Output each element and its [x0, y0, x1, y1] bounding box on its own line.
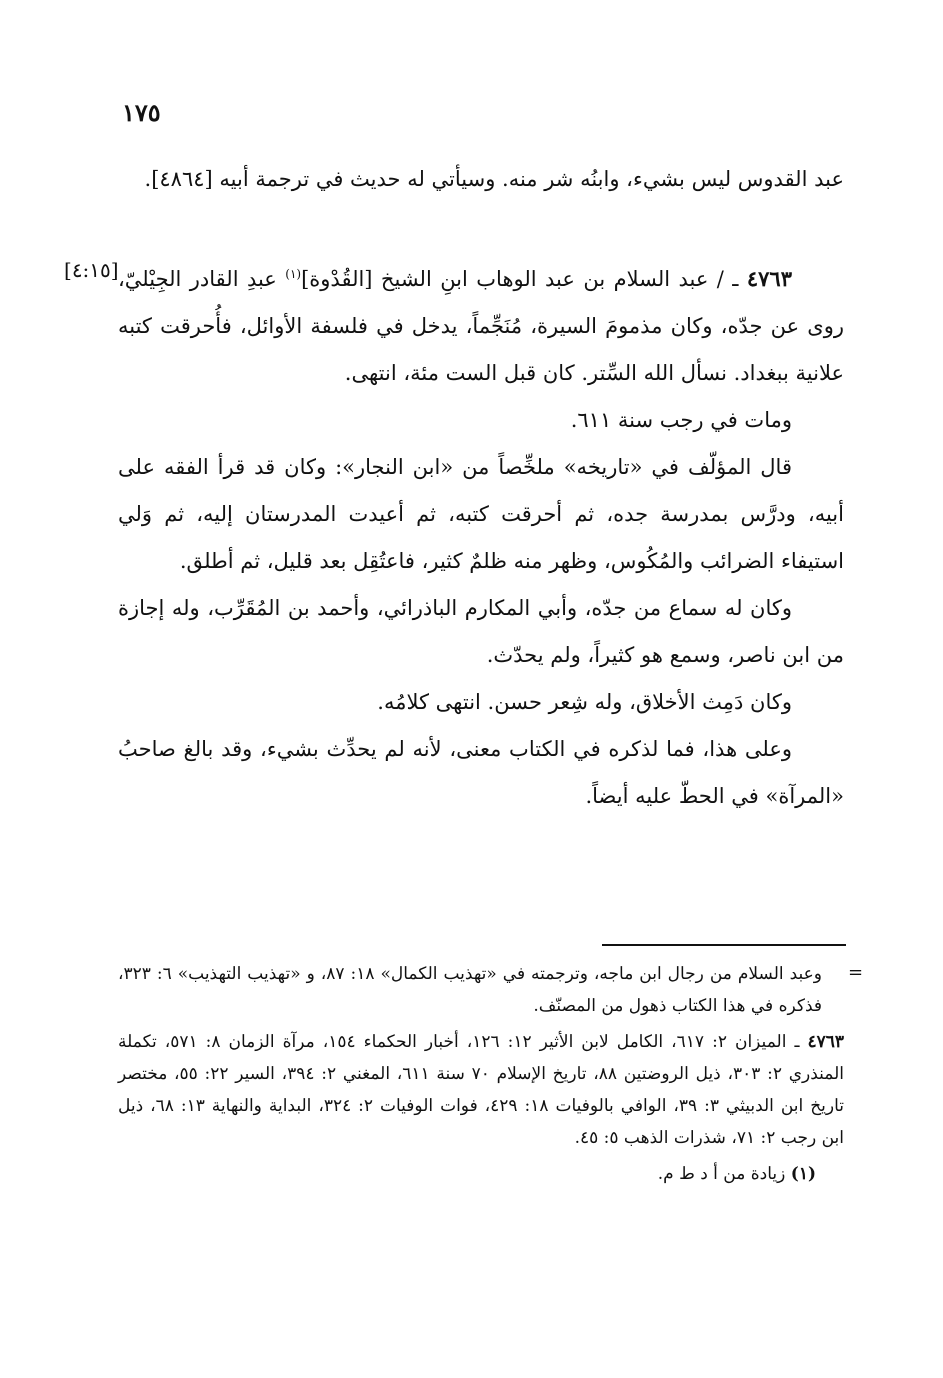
- footnote-entry-sources: [118, 1026, 844, 1154]
- footnote-continued: وعبد السلام من رجال ابن ماجه، وترجمته في «تهذيب الكمال» ١٨: ٨٧، و «تهذيب التهذيب» ٦: ٣٢٣، فذكره في هذا الكتاب ذهول من المصنّف.: [118, 964, 822, 1016]
- page-number: ١٧٥: [122, 98, 161, 127]
- entry-reference: [٤:١٥]: [64, 258, 119, 282]
- entry-paragraph: [118, 251, 844, 397]
- footnote-marker: (١): [285, 267, 302, 281]
- footnotes: [118, 958, 844, 1190]
- footnote-divider: [602, 944, 846, 946]
- entry-rest: عبدِ القادر الجِيْليّ، روى عن جدّه، وكان مذمومَ السيرة، مُنَجِّماً، يدخل في فلسفة الأوائل، فأُحرقت كتبه علانية ببغداد. نسأل الله السِّتر. كان قبل الست مئة، انتهى.: [118, 267, 844, 385]
- paragraph-1-text: عبد القدوس ليس بشيء، وابنُه شر منه. وسيأتي له حديث في ترجمة أبيه [٤٨٦٤].: [144, 167, 844, 191]
- paragraph-conclusion: وعلى هذا، فما لذكره في الكتاب معنى، لأنه لم يحدِّث بشيء، وقد بالغ صاحبُ «المرآة» في الحطّ عليه أيضاً.: [118, 737, 844, 808]
- entry-separator: ـ /: [708, 267, 747, 291]
- entry-4763: [118, 251, 844, 820]
- footnote-1: [118, 1158, 844, 1190]
- paragraph-death: ومات في رجب سنة ٦١١.: [570, 408, 792, 432]
- paragraph-1: [118, 156, 844, 203]
- footnote-entry-number: ٤٧٦٣: [807, 1032, 844, 1052]
- entry-number: ٤٧٦٣: [746, 266, 792, 291]
- entry-name: عبد السلام بن عبد الوهاب ابنِ الشيخ [القُدْوة]: [301, 267, 709, 291]
- footnote-1-number: (١): [790, 1164, 816, 1184]
- paragraph-samaa: وكان له سماع من جدّه، وأبي المكارم الباذرائي، وأحمد بن المُقَرِّب، وله إجازة من ابن ناصر، وسمع هو كثيراً، ولم يحدّث.: [118, 596, 844, 667]
- footnote-entry-text: ـ الميزان ٢: ٦١٧، الكامل لابن الأثير ١٢: ١٢٦، أخبار الحكماء ١٥٤، مرآة الزمان ٨: ٥٧١، تكملة المنذري ٢: ٣٠٣، ذيل الروضتين ٨٨، تاريخ الإسلام ٧٠ سنة ٦١١، المغني ٢: ٣٩٤، السير ٢٢: ٥٥، مختصر تاريخ ابن الدبيثي ٣: ٣٩، الوافي بالوفيات ١٨: ٤٢٩، فوات الوفيات ٢: ٣٢٤، البداية والنهاية ١٣: ٦٨، ذيل ابن رجب ٢: ٧١، شذرات الذهب ٥: ٤٥.: [118, 1032, 845, 1148]
- continuation-mark: =: [848, 962, 864, 983]
- footnote-1-text: زيادة من أ د ط م.: [657, 1164, 791, 1184]
- paragraph-tarikh: قال المؤلّف في «تاريخه» ملخِّصاً من «ابن النجار»: وكان قد قرأ الفقه على أبيه، ودرَّس بمدرسة جده، ثم أحرقت كتبه، ثم أعيدت المدرستان إليه، ثم وَلي استيفاء الضرائب والمُكُوس، وظهر منه ظلمٌ كثير، فاعتُقِل بعد قليل، ثم أطلق.: [118, 455, 844, 573]
- paragraph-akhlaq: وكان دَمِث الأخلاق، وله شِعر حسن. انتهى كلامُه.: [377, 690, 792, 714]
